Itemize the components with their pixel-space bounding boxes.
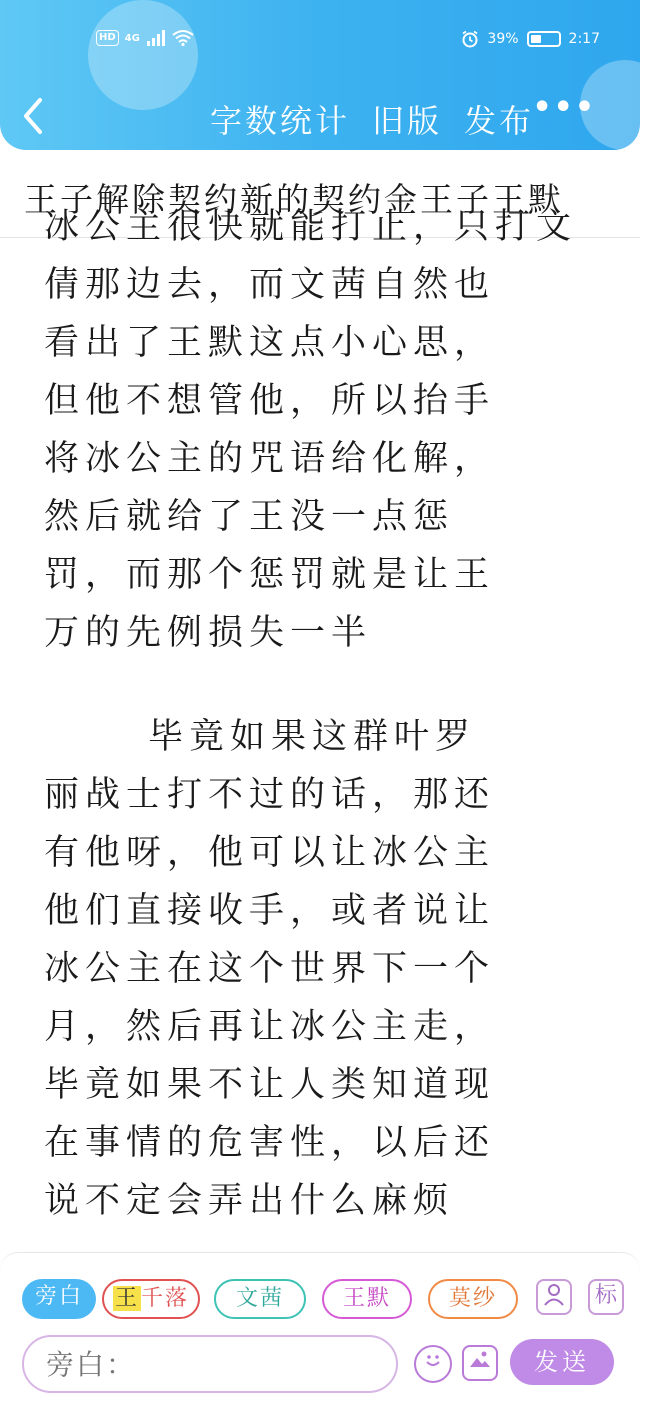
text-line: 在事情的危害性，以后还 xyxy=(44,1123,496,1163)
signal-icon xyxy=(146,30,166,46)
wifi-icon xyxy=(172,30,194,46)
top-bar xyxy=(0,0,640,150)
text-line: 毕竟如果不让人类知道现 xyxy=(44,1065,496,1105)
more-menu-button[interactable]: ••• xyxy=(532,90,596,125)
chip-label: 千落 xyxy=(141,1286,190,1311)
text-line: 冰公主在这个世界下一个 xyxy=(44,949,496,989)
word-count-button[interactable]: 字数统计 xyxy=(210,102,351,140)
old-version-button[interactable]: 旧版 xyxy=(372,102,443,140)
text-line: 月，然后再让冰公主走， xyxy=(44,1007,496,1047)
emoji-button[interactable] xyxy=(414,1345,452,1383)
text-line: 万的先例损失一半 xyxy=(44,613,373,653)
chip-narration[interactable]: 旁白 xyxy=(22,1279,96,1319)
clock: 2:17 xyxy=(568,31,600,47)
hd-badge: HD xyxy=(96,30,119,46)
document-body[interactable] xyxy=(44,207,604,1248)
composer-panel xyxy=(0,1252,640,1422)
back-button[interactable] xyxy=(20,96,60,140)
status-bar xyxy=(0,26,640,56)
image-button[interactable] xyxy=(462,1345,498,1381)
nav-actions xyxy=(210,96,556,142)
text-line: 他们直接收手，或者说让 xyxy=(44,891,496,931)
text-line: 说不定会弄出什么麻烦 xyxy=(44,1181,455,1221)
text-line: 但他不想管他，所以抬手 xyxy=(44,381,496,421)
chevron-left-icon xyxy=(20,96,46,136)
text-line: 毕竟如果这群叶罗 xyxy=(148,717,477,757)
chip-wang-qianluo[interactable] xyxy=(102,1279,200,1319)
image-icon xyxy=(468,1347,492,1371)
person-icon xyxy=(542,1281,566,1307)
role-chips xyxy=(22,1279,632,1321)
battery-percent: 39% xyxy=(487,31,519,47)
chip-wenqian[interactable]: 文茜 xyxy=(214,1279,306,1319)
role-manager-button[interactable] xyxy=(536,1279,572,1315)
text-line: 将冰公主的咒语给化解， xyxy=(44,439,496,479)
chip-wangmo[interactable]: 王默 xyxy=(322,1279,412,1319)
text-line: 看出了王默这点小心思， xyxy=(44,323,496,363)
nav-row xyxy=(0,90,640,146)
message-input[interactable] xyxy=(22,1335,398,1393)
text-line: 有他呀，他可以让冰公主 xyxy=(44,833,496,873)
battery-icon xyxy=(527,31,561,47)
chip-mosha[interactable]: 莫纱 xyxy=(428,1279,518,1319)
input-row xyxy=(22,1335,622,1393)
tag-button[interactable]: 标 xyxy=(588,1279,624,1315)
partial-line: 冰公主很快就能打止，只打文 xyxy=(44,207,578,247)
text-line: 丽战士打不过的话，那还 xyxy=(44,775,496,815)
network-type: 4G xyxy=(124,32,140,44)
text-line: 罚，而那个惩罚就是让王 xyxy=(44,555,496,595)
paragraph-gap xyxy=(44,662,604,708)
text-line: 然后就给了王没一点惩 xyxy=(44,497,455,537)
text-line: 倩那边去，而文茜自然也 xyxy=(44,265,496,305)
send-button[interactable]: 发送 xyxy=(510,1339,614,1385)
chip-highlight: 王 xyxy=(114,1286,139,1311)
smiley-icon xyxy=(420,1347,446,1373)
publish-button[interactable]: 发布 xyxy=(464,102,535,140)
alarm-icon xyxy=(461,30,479,48)
document-title[interactable]: 王子解除契约新的契约金王子王默 xyxy=(0,170,640,238)
